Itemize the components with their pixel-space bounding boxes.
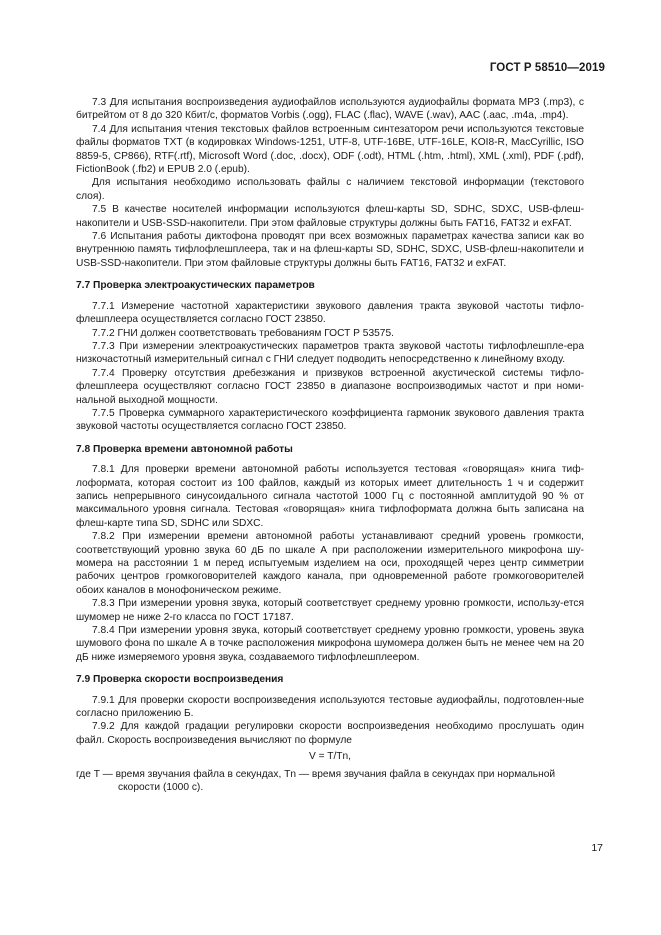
formula-legend: где T — время звучания файла в секундах, Tn — время звучания файла в секундах при нормальной [76, 768, 556, 780]
paragraph-7-7-3: 7.7.3 При измерении электроакустических параметров тракта звуковой частоты тифлофлешпле-ера низкочастотный измерительный сигнал с ГНИ следует подводить непосредственно к линейному входу. [76, 340, 584, 366]
paragraph-7-9-2: 7.9.2 Для каждой градации регулировки скорости воспроизведения необходимо прослушать один файл. Скорость воспроизведения вычисляют по формуле [76, 721, 584, 746]
paragraph-7-7-2: 7.7.2 ГНИ должен соответствовать требованиям ГОСТ Р 53575. [92, 327, 394, 339]
paragraph-7-3: 7.3 Для испытания воспроизведения аудиофайлов используются аудиофайлы формата MP3 (.mp3), с битрейтом от 8 до 320 Кбит/с, форматов Vorbis (.ogg), FLAC (.flac), WAVE (.wav), AAC (.aac, .m4a, .mp4). [76, 97, 584, 122]
document-body [76, 96, 584, 795]
paragraph-7-8-1: 7.8.1 Для проверки времени автономной работы используется тестовая «говорящая» книга тиф-лоформата, которая состоит из 100 файлов, каждый из которых имеет длительность 1 ч и содержит запись непрерывного синусоидального сигнала частотой 1000 Гц с постоянной амплитудой 90 % от максимального уровня сигнала. Тестовая «говорящая» книга тифлоформата должна быть записана на флеш-карте типа SD, SDHC или SDXC. [76, 464, 584, 529]
paragraph-7-4-note: Для испытания необходимо использовать файлы с наличием текстовой информации (текстового слоя). [76, 177, 584, 202]
formula-legend-continued: скорости (1000 с). [118, 782, 204, 794]
paragraph-7-8-2: 7.8.2 При измерении времени автономной работы устанавливают средний уровень громкости, соответствующий уровню звука 60 дБ по шкале А при расположении измерительного микрофона шу-момера на расстоянии 1 м перед испытуемым изделием на оси, проходящей через центр симметрии рабочих центров громкоговорителей каждого канала, при одновременной работе громкоговорителей обоих каналов в монофоническом режиме. [76, 531, 584, 596]
section-heading-7-9: 7.9 Проверка скорости воспроизведения [76, 674, 284, 686]
speed-formula: V = T/Tn, [309, 751, 351, 763]
paragraph-7-4: 7.4 Для испытания чтения текстовых файлов встроенным синтезатором речи используются текстовые файлы форматов TXT (в кодировках Windows-1251, UTF-8, UTF-16BE, UTF-16LE, KOI8-R, MacCyrillic, ISO 8859-5, CP866), RTF(.rtf), Microsoft Word (.doc, .docx), ODF (.odt), HTML (.htm, .html), XML (.xml), PDF (.pdf), FictionBook (.fb2) и EPUB 2.0 (.epub). [76, 123, 584, 176]
paragraph-7-7-5: 7.7.5 Проверка суммарного характеристического коэффициента гармоник звукового давления тракта звуковой частоты осуществляется согласно ГОСТ 23850. [76, 407, 584, 433]
paragraph-7-9-1: 7.9.1 Для проверки скорости воспроизведения используются тестовые аудиофайлы, подготовлен-ные согласно приложению Б. [76, 694, 584, 720]
paragraph-7-6: 7.6 Испытания работы диктофона проводят при всех возможных параметрах качества записи как во внутреннюю память тифлофлешплеера, так и на флеш-карты SD, SDHC, SDXC, USB-флеш-накопители и USB-SSD-накопители. При этом файловые структуры должны быть FAT16, FAT32 и exFAT. [76, 231, 584, 269]
section-heading-7-8: 7.8 Проверка времени автономной работы [76, 443, 293, 455]
paragraph-7-8-4: 7.8.4 При измерении уровня звука, который соответствует среднему уровню громкости, уровень звука шумового фона по шкале А в точке расположения микрофона шумомера должен быть не менее чем на 20 дБ ниже измеряемого уровня звука, создаваемого тифлофлешплеером. [76, 625, 584, 663]
paragraph-7-7-1: 7.7.1 Измерение частотной характеристики звукового давления тракта звуковой частоты тифло-флешплеера осуществляется согласно ГОСТ 23850. [76, 300, 584, 326]
paragraph-7-5: 7.5 В качестве носителей информации используются флеш-карты SD, SDHC, SDXC, USB-флеш-накопители и USB-SSD-накопители. При этом файловые структуры должны быть FAT16, FAT32 и exFAT. [76, 204, 584, 229]
section-heading-7-7: 7.7 Проверка электроакустических параметров [76, 280, 315, 292]
page-number: 17 [591, 842, 603, 854]
paragraph-7-7-4: 7.7.4 Проверку отсутствия дребезжания и призвуков встроенной акустической системы тифло-флешплеера осуществляют согласно ГОСТ 23850 в диапазоне воспроизводимых частот и при номи-нальной выходной мощности. [76, 367, 584, 406]
paragraph-7-8-3: 7.8.3 При измерении уровня звука, который соответствует среднему уровню громкости, использу-ется шумомер не ниже 2-го класса по ГОСТ 17187. [76, 598, 584, 623]
standard-header: ГОСТ Р 58510—2019 [489, 62, 605, 74]
